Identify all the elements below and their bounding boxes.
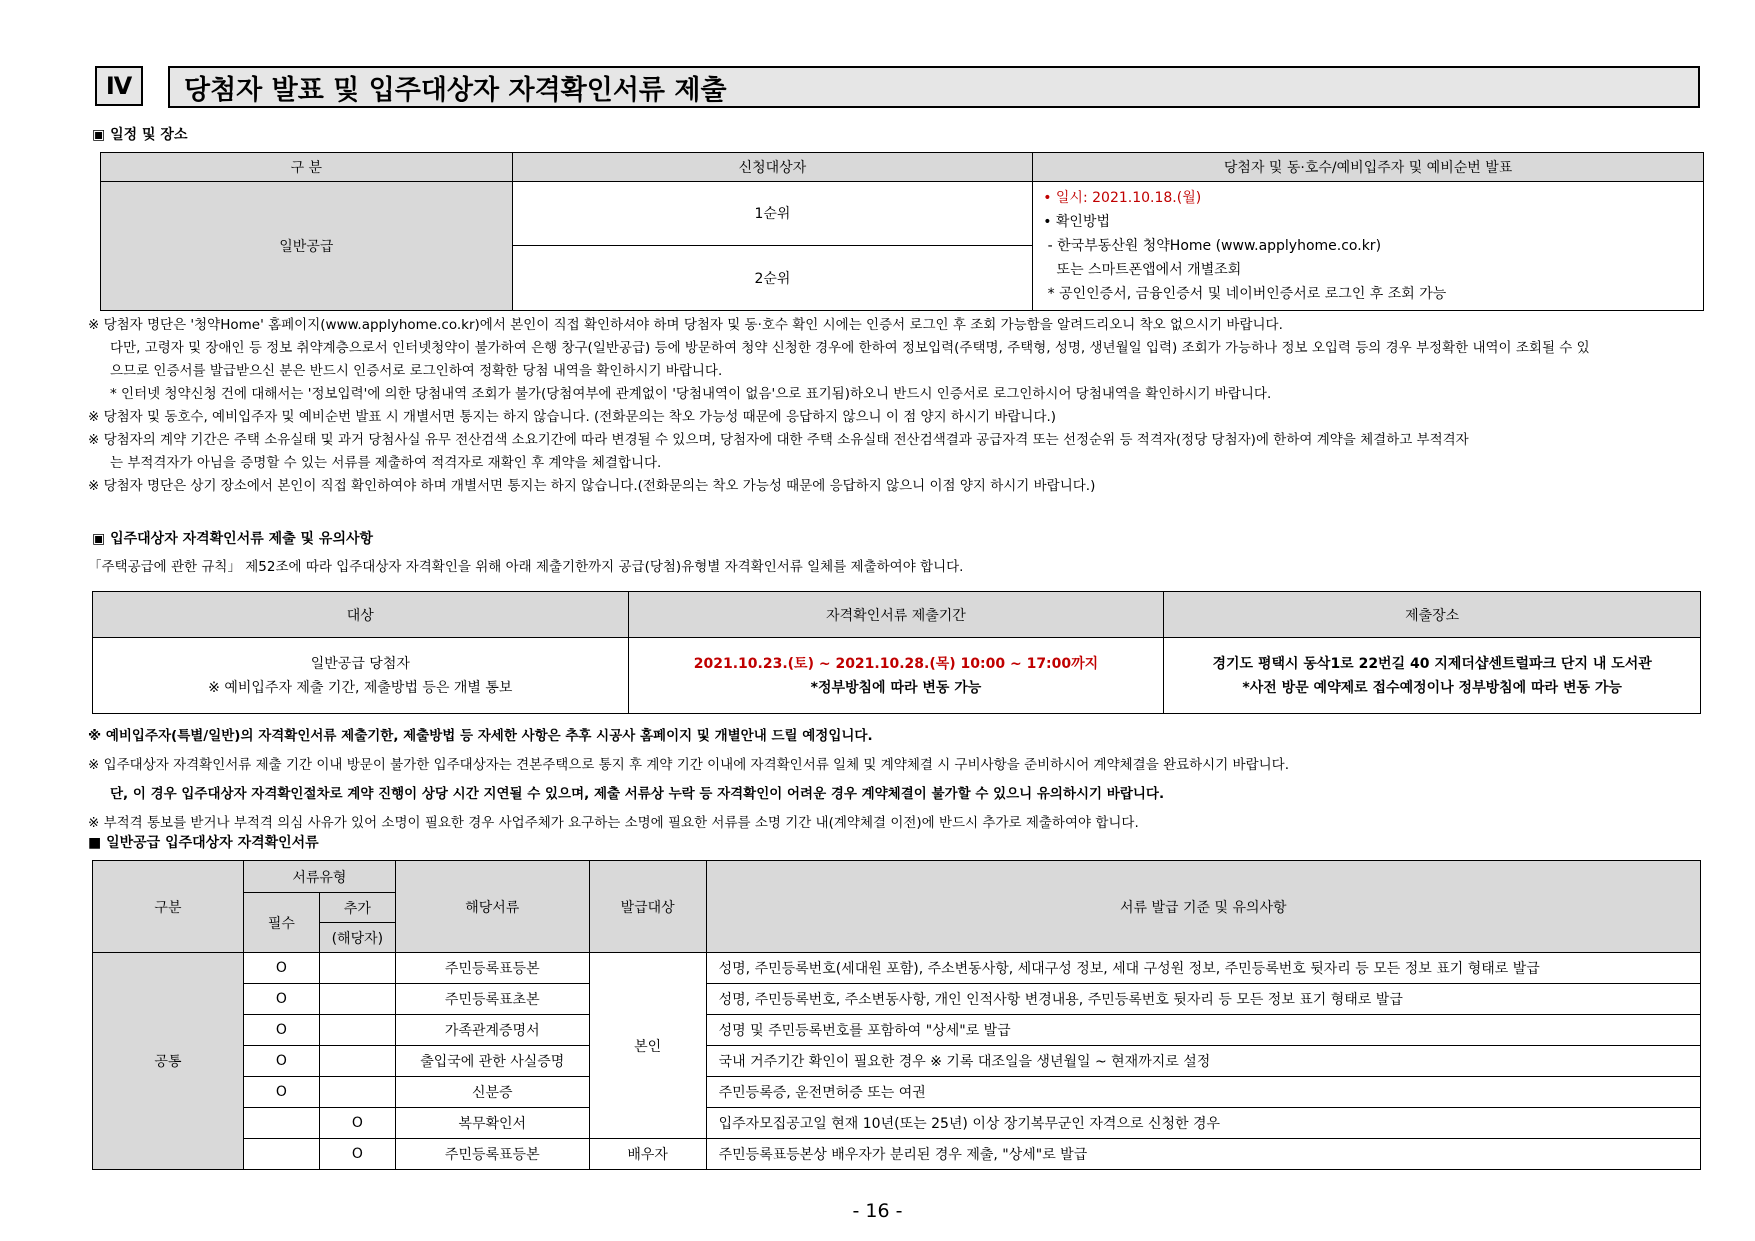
table-row — [93, 1139, 1701, 1170]
document-name: 주민등록표등본 — [395, 953, 589, 984]
submission-header-place: 제출장소 — [1164, 592, 1701, 638]
document-criteria: 성명, 주민등록번호(세대원 포함), 주소변동사항, 세대구성 정보, 세대 구성원 정보, 주민등록번호 뒷자리 등 모든 정보 표기 형태로 발급 — [706, 953, 1700, 984]
schedule-row-label: 일반공급 — [101, 182, 513, 311]
table-row — [93, 1015, 1701, 1046]
general-docs-table — [92, 860, 1701, 1170]
note-line: 단, 이 경우 입주대상자 자격확인절차로 계약 진행이 상당 시간 지연될 수 있으며, 제출 서류상 누락 등 자격확인이 어려운 경우 계약체결이 불가할 수 있으니 유의하시기 바랍니다. — [110, 786, 1165, 802]
required-mark: O — [243, 984, 319, 1015]
schedule-header-target: 신청대상자 — [512, 153, 1033, 182]
additional-mark — [319, 953, 395, 984]
additional-mark — [319, 1077, 395, 1108]
submission-place — [1164, 638, 1701, 714]
section-heading-general-docs: ■ 일반공급 입주대상자 자격확인서류 — [88, 835, 319, 851]
note-line: 는 부적격자가 아님을 증명할 수 있는 서류를 제출하여 적격자로 재확인 후 계약을 체결합니다. — [110, 455, 662, 471]
note-line: ※ 부적격 통보를 받거나 부적격 의심 사유가 있어 소명이 필요한 경우 사업주체가 요구하는 소명에 필요한 서류를 소명 기간 내(계약체결 이전)에 반드시 추가로 제출하여야 합니다. — [88, 815, 1139, 831]
announce-app: 또는 스마트폰앱에서 개별조회 — [1043, 262, 1242, 278]
document-criteria: 주민등록표등본상 배우자가 분리된 경우 제출, "상세"로 발급 — [706, 1139, 1700, 1170]
document-name: 주민등록표등본 — [395, 1139, 589, 1170]
required-mark — [243, 1139, 319, 1170]
submission-header-target: 대상 — [93, 592, 629, 638]
page-number: - 16 - — [852, 1200, 903, 1222]
section-heading-documents: ▣ 입주대상자 자격확인서류 제출 및 유의사항 — [92, 531, 374, 547]
issue-target-spouse: 배우자 — [589, 1139, 706, 1170]
docs-header-document: 해당서류 — [395, 861, 589, 953]
schedule-notes — [88, 314, 1718, 498]
docs-header-criteria: 서류 발급 기준 및 유의사항 — [706, 861, 1700, 953]
schedule-table — [100, 152, 1704, 311]
section-number: Ⅳ — [95, 66, 143, 106]
document-criteria: 성명, 주민등록번호, 주소변동사항, 개인 인적사항 변경내용, 주민등록번호 뒷자리 등 모든 정보 표기 형태로 발급 — [706, 984, 1700, 1015]
additional-mark — [319, 984, 395, 1015]
docs-header-required: 필수 — [243, 893, 319, 953]
note-line: ※ 당첨자의 계약 기간은 주택 소유실태 및 과거 당첨사실 유무 전산검색 소요기간에 따라 변경될 수 있으며, 당첨자에 대한 주택 소유실태 전산검색결과 공급자격 또는 선정순위 등 적격자(정당 당첨자)에 한하여 계약을 체결하고 부적격자 — [88, 432, 1469, 448]
additional-mark: O — [319, 1108, 395, 1139]
submission-period-sub: *정부방침에 따라 변동 가능 — [810, 679, 982, 696]
page-title: 당첨자 발표 및 입주대상자 자격확인서류 제출 — [168, 66, 1700, 108]
note-line: ※ 입주대상자 자격확인서류 제출 기간 이내 방문이 불가한 입주대상자는 견본주택으로 통지 후 계약 기간 이내에 자격확인서류 일체 및 계약체결 시 구비사항을 준비하시어 계약체결을 완료하시기 바랍니다. — [88, 757, 1289, 773]
announce-cert: * 공인인증서, 금융인증서 및 네이버인증서로 로그인 후 조회 가능 — [1043, 286, 1447, 302]
document-name: 신분증 — [395, 1077, 589, 1108]
docs-header-additional: 추가 — [319, 893, 395, 923]
submission-target-sub: ※ 예비입주자 제출 기간, 제출방법 등은 개별 통보 — [208, 679, 513, 696]
submission-header-period: 자격확인서류 제출기간 — [628, 592, 1164, 638]
additional-mark: O — [319, 1139, 395, 1170]
submission-place-main: 경기도 평택시 동삭1로 22번길 40 지제더샵센트럴파크 단지 내 도서관 — [1212, 655, 1652, 672]
note-line: ※ 예비입주자(특별/일반)의 자격확인서류 제출기한, 제출방법 등 자세한 사항은 추후 시공사 홈페이지 및 개별안내 드릴 예정입니다. — [88, 728, 873, 744]
note-line: 으므로 인증서를 발급받으신 분은 반드시 인증서로 로그인하여 정확한 당첨 내역을 확인하시기 바랍니다. — [110, 363, 723, 379]
docs-header-type: 서류유형 — [243, 861, 395, 893]
table-row — [93, 1077, 1701, 1108]
schedule-details — [1033, 182, 1704, 311]
document-name: 주민등록표초본 — [395, 984, 589, 1015]
document-name: 출입국에 관한 사실증명 — [395, 1046, 589, 1077]
docs-category-common: 공통 — [93, 953, 244, 1170]
required-mark: O — [243, 953, 319, 984]
document-criteria: 국내 거주기간 확인이 필요한 경우 ※ 기록 대조일을 생년월일 ~ 현재까지로 설정 — [706, 1046, 1700, 1077]
document-name: 복무확인서 — [395, 1108, 589, 1139]
additional-mark — [319, 1015, 395, 1046]
additional-mark — [319, 1046, 395, 1077]
announce-date: • 일시: 2021.10.18.(월) — [1043, 190, 1202, 206]
table-row — [93, 1046, 1701, 1077]
document-criteria: 주민등록증, 운전면허증 또는 여권 — [706, 1077, 1700, 1108]
submission-place-sub: *사전 방문 예약제로 접수예정이나 정부방침에 따라 변동 가능 — [1242, 679, 1622, 696]
submission-period-main: 2021.10.23.(토) ~ 2021.10.28.(목) 10:00 ~ 17:00까지 — [693, 655, 1099, 672]
schedule-header-announce: 당첨자 및 동·호수/예비입주자 및 예비순번 발표 — [1033, 153, 1704, 182]
documents-intro: 「주택공급에 관한 규칙」 제52조에 따라 입주대상자 자격확인을 위해 아래 제출기한까지 공급(당첨)유형별 자격확인서류 일체를 제출하여야 합니다. — [88, 559, 964, 575]
submission-table — [92, 591, 1701, 714]
table-row — [93, 1108, 1701, 1139]
announce-site: - 한국부동산원 청약Home (www.applyhome.co.kr) — [1043, 238, 1382, 254]
document-name: 가족관계증명서 — [395, 1015, 589, 1046]
docs-header-additional-sub: (해당자) — [319, 923, 395, 953]
note-line: 다만, 고령자 및 장애인 등 정보 취약계층으로서 인터넷청약이 불가하여 은행 창구(일반공급) 등에 방문하여 청약 신청한 경우에 한하여 정보입력(주택명, 주택형, 성명, 생년월일 입력) 조회가 가능하나 정보 오입력 등의 경우 부정확한 내역이 조회될 수 있 — [110, 340, 1590, 356]
required-mark: O — [243, 1046, 319, 1077]
document-criteria: 입주자모집공고일 현재 10년(또는 25년) 이상 장기복무군인 자격으로 신청한 경우 — [706, 1108, 1700, 1139]
announce-method: • 확인방법 — [1043, 214, 1111, 230]
submission-period — [628, 638, 1164, 714]
submission-target — [93, 638, 629, 714]
required-mark — [243, 1108, 319, 1139]
issue-target-self: 본인 — [589, 953, 706, 1139]
submission-notes — [88, 722, 1718, 838]
note-line: ※ 당첨자 명단은 상기 장소에서 본인이 직접 확인하여야 하며 개별서면 통지는 하지 않습니다.(전화문의는 착오 가능성 때문에 응답하지 않으니 이점 양지 하시기 바랍니다.) — [88, 478, 1096, 494]
schedule-header-category: 구 분 — [101, 153, 513, 182]
required-mark: O — [243, 1077, 319, 1108]
schedule-rank2: 2순위 — [512, 245, 1033, 310]
note-line: ※ 당첨자 및 동호수, 예비입주자 및 예비순번 발표 시 개별서면 통지는 하지 않습니다. (전화문의는 착오 가능성 때문에 응답하지 않으니 이 점 양지 하시기 바랍니다.) — [88, 409, 1057, 425]
schedule-rank1: 1순위 — [512, 182, 1033, 246]
docs-header-category: 구분 — [93, 861, 244, 953]
note-line: ※ 당첨자 명단은 '청약Home' 홈페이지(www.applyhome.co.kr)에서 본인이 직접 확인하셔야 하며 당첨자 및 동·호수 확인 시에는 인증서 로그인 후 조회 가능함을 알려드리오니 착오 없으시기 바랍니다. — [88, 317, 1283, 333]
required-mark: O — [243, 1015, 319, 1046]
table-row — [93, 984, 1701, 1015]
table-row — [93, 953, 1701, 984]
section-heading-schedule: ▣ 일정 및 장소 — [92, 127, 188, 143]
note-line: * 인터넷 청약신청 건에 대해서는 '정보입력'에 의한 당첨내역 조회가 불가(당첨여부에 관계없이 '당첨내역이 없음'으로 표기됨)하오니 반드시 인증서로 로그인하시어 당첨내역을 확인하시기 바랍니다. — [110, 386, 1272, 402]
docs-header-issue-target: 발급대상 — [589, 861, 706, 953]
document-criteria: 성명 및 주민등록번호를 포함하여 "상세"로 발급 — [706, 1015, 1700, 1046]
submission-target-main: 일반공급 당첨자 — [310, 655, 410, 672]
